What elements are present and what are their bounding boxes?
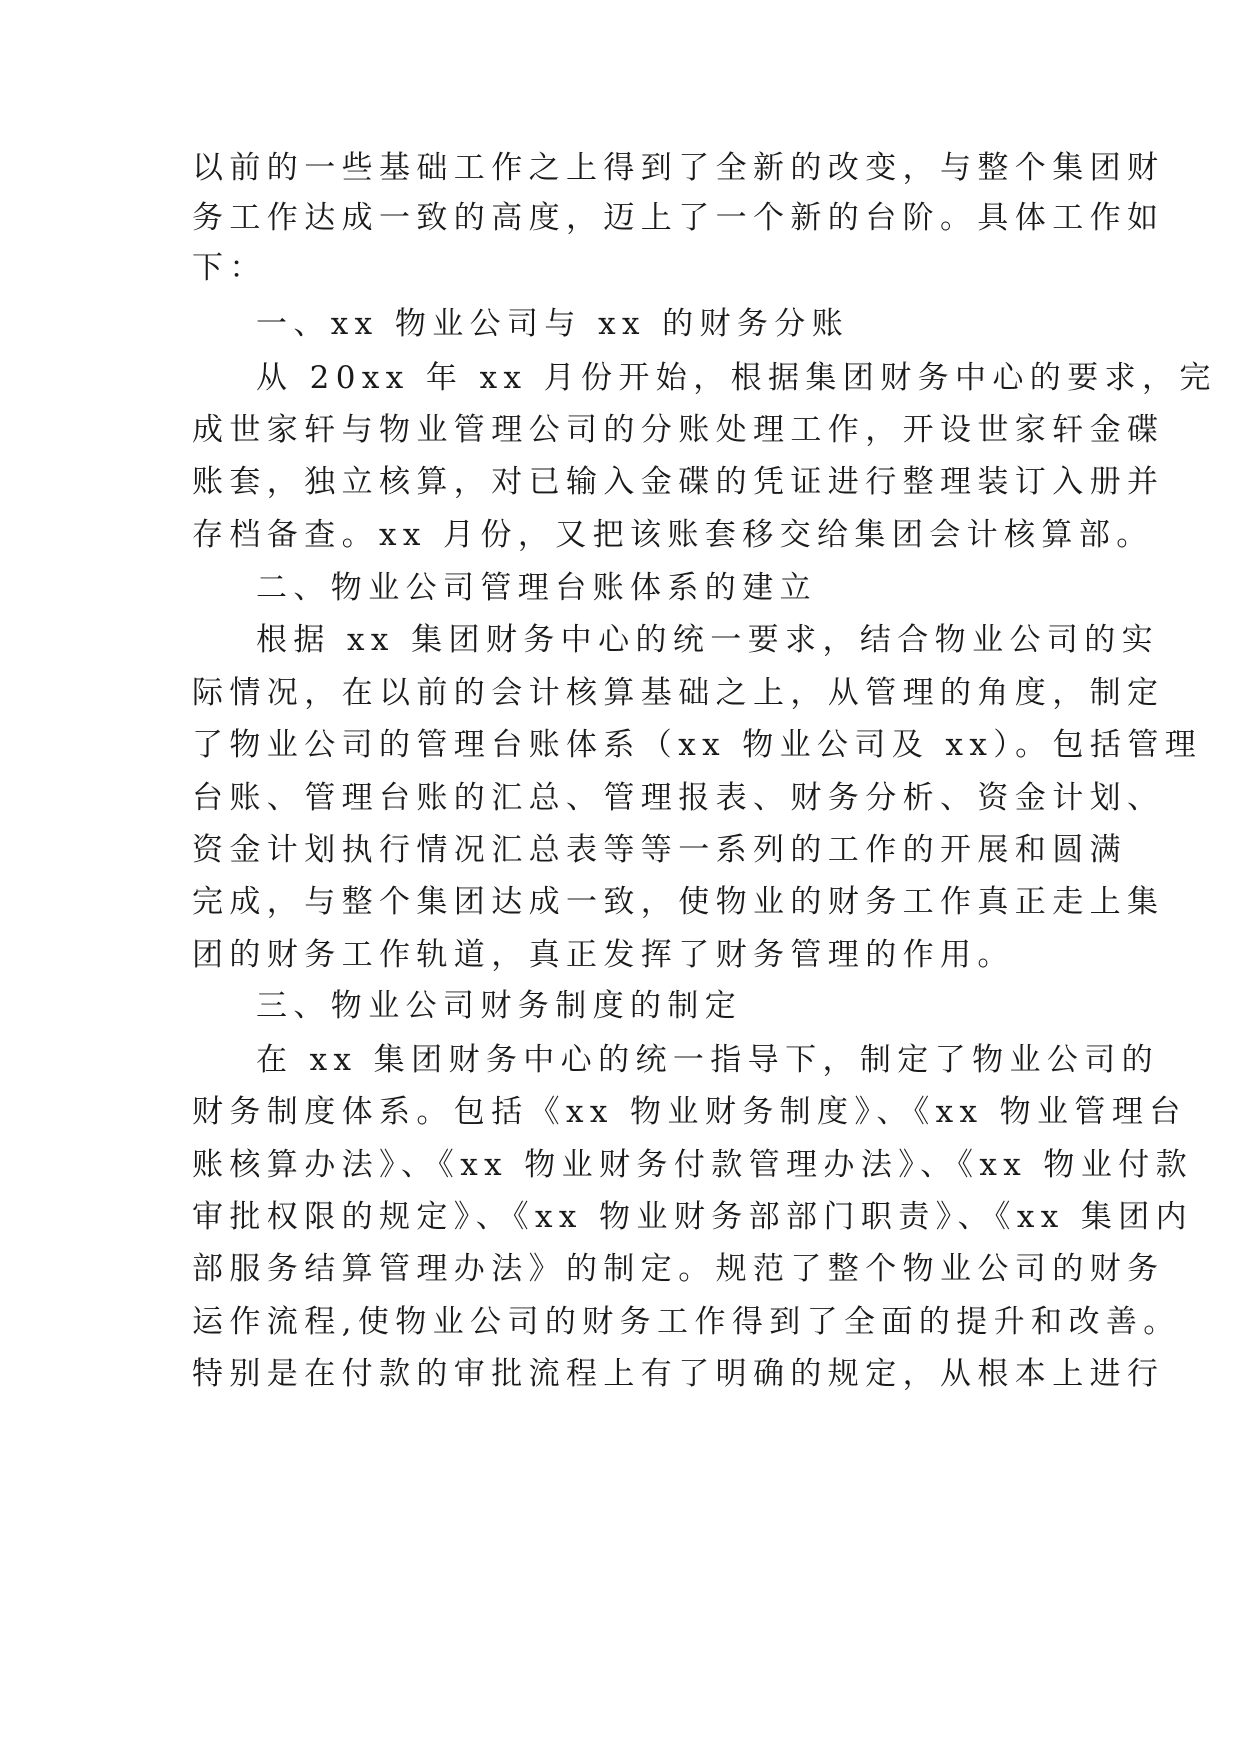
text-line: 存档备查。xx 月份，又把该账套移交给集团会计核算部。 bbox=[192, 517, 1154, 553]
text-line: 际情况，在以前的会计核算基础之上，从管理的角度，制定 bbox=[192, 675, 1165, 711]
text-line: 下： bbox=[192, 250, 267, 286]
text-line: 成世家轩与物业管理公司的分账处理工作，开设世家轩金碟 bbox=[192, 412, 1165, 448]
text-line: 台账、管理台账的汇总、管理报表、财务分析、资金计划、 bbox=[192, 780, 1165, 816]
text-line: 在 xx 集团财务中心的统一指导下，制定了物业公司的 bbox=[256, 1042, 1160, 1078]
text-line: 以前的一些基础工作之上得到了全新的改变，与整个集团财 bbox=[192, 150, 1165, 186]
text-line: 务工作达成一致的高度，迈上了一个新的台阶。具体工作如 bbox=[192, 200, 1165, 236]
section-heading-1: 一、xx 物业公司与 xx 的财务分账 bbox=[256, 306, 850, 342]
text-line: 了物业公司的管理台账体系（xx 物业公司及 xx）。包括管理 bbox=[192, 727, 1203, 763]
text-line: 团的财务工作轨道，真正发挥了财务管理的作用。 bbox=[192, 937, 1015, 973]
text-line: 从 20xx 年 xx 月份开始，根据集团财务中心的要求，完 bbox=[256, 360, 1217, 396]
text-line: 账套，独立核算，对已输入金碟的凭证进行整理装订入册并 bbox=[192, 464, 1165, 500]
text-line: 部服务结算管理办法》的制定。规范了整个物业公司的财务 bbox=[192, 1251, 1165, 1287]
text-line: 根据 xx 集团财务中心的统一要求，结合物业公司的实 bbox=[256, 622, 1160, 658]
text-line: 审批权限的规定》、《xx 物业财务部部门职责》、《xx 集团内 bbox=[192, 1199, 1194, 1235]
text-line: 资金计划执行情况汇总表等等一系列的工作的开展和圆满 bbox=[192, 832, 1127, 868]
text-line: 运作流程,使物业公司的财务工作得到了全面的提升和改善。 bbox=[192, 1304, 1181, 1340]
section-heading-2: 二、物业公司管理台账体系的建立 bbox=[256, 570, 817, 606]
text-line: 特别是在付款的审批流程上有了明确的规定，从根本上进行 bbox=[192, 1356, 1165, 1392]
text-line: 完成，与整个集团达成一致，使物业的财务工作真正走上集 bbox=[192, 884, 1165, 920]
section-heading-3: 三、物业公司财务制度的制定 bbox=[256, 988, 743, 1024]
text-line: 账核算办法》、《xx 物业财务付款管理办法》、《xx 物业付款 bbox=[192, 1147, 1194, 1183]
text-line: 财务制度体系。包括《xx 物业财务制度》、《xx 物业管理台 bbox=[192, 1094, 1187, 1130]
